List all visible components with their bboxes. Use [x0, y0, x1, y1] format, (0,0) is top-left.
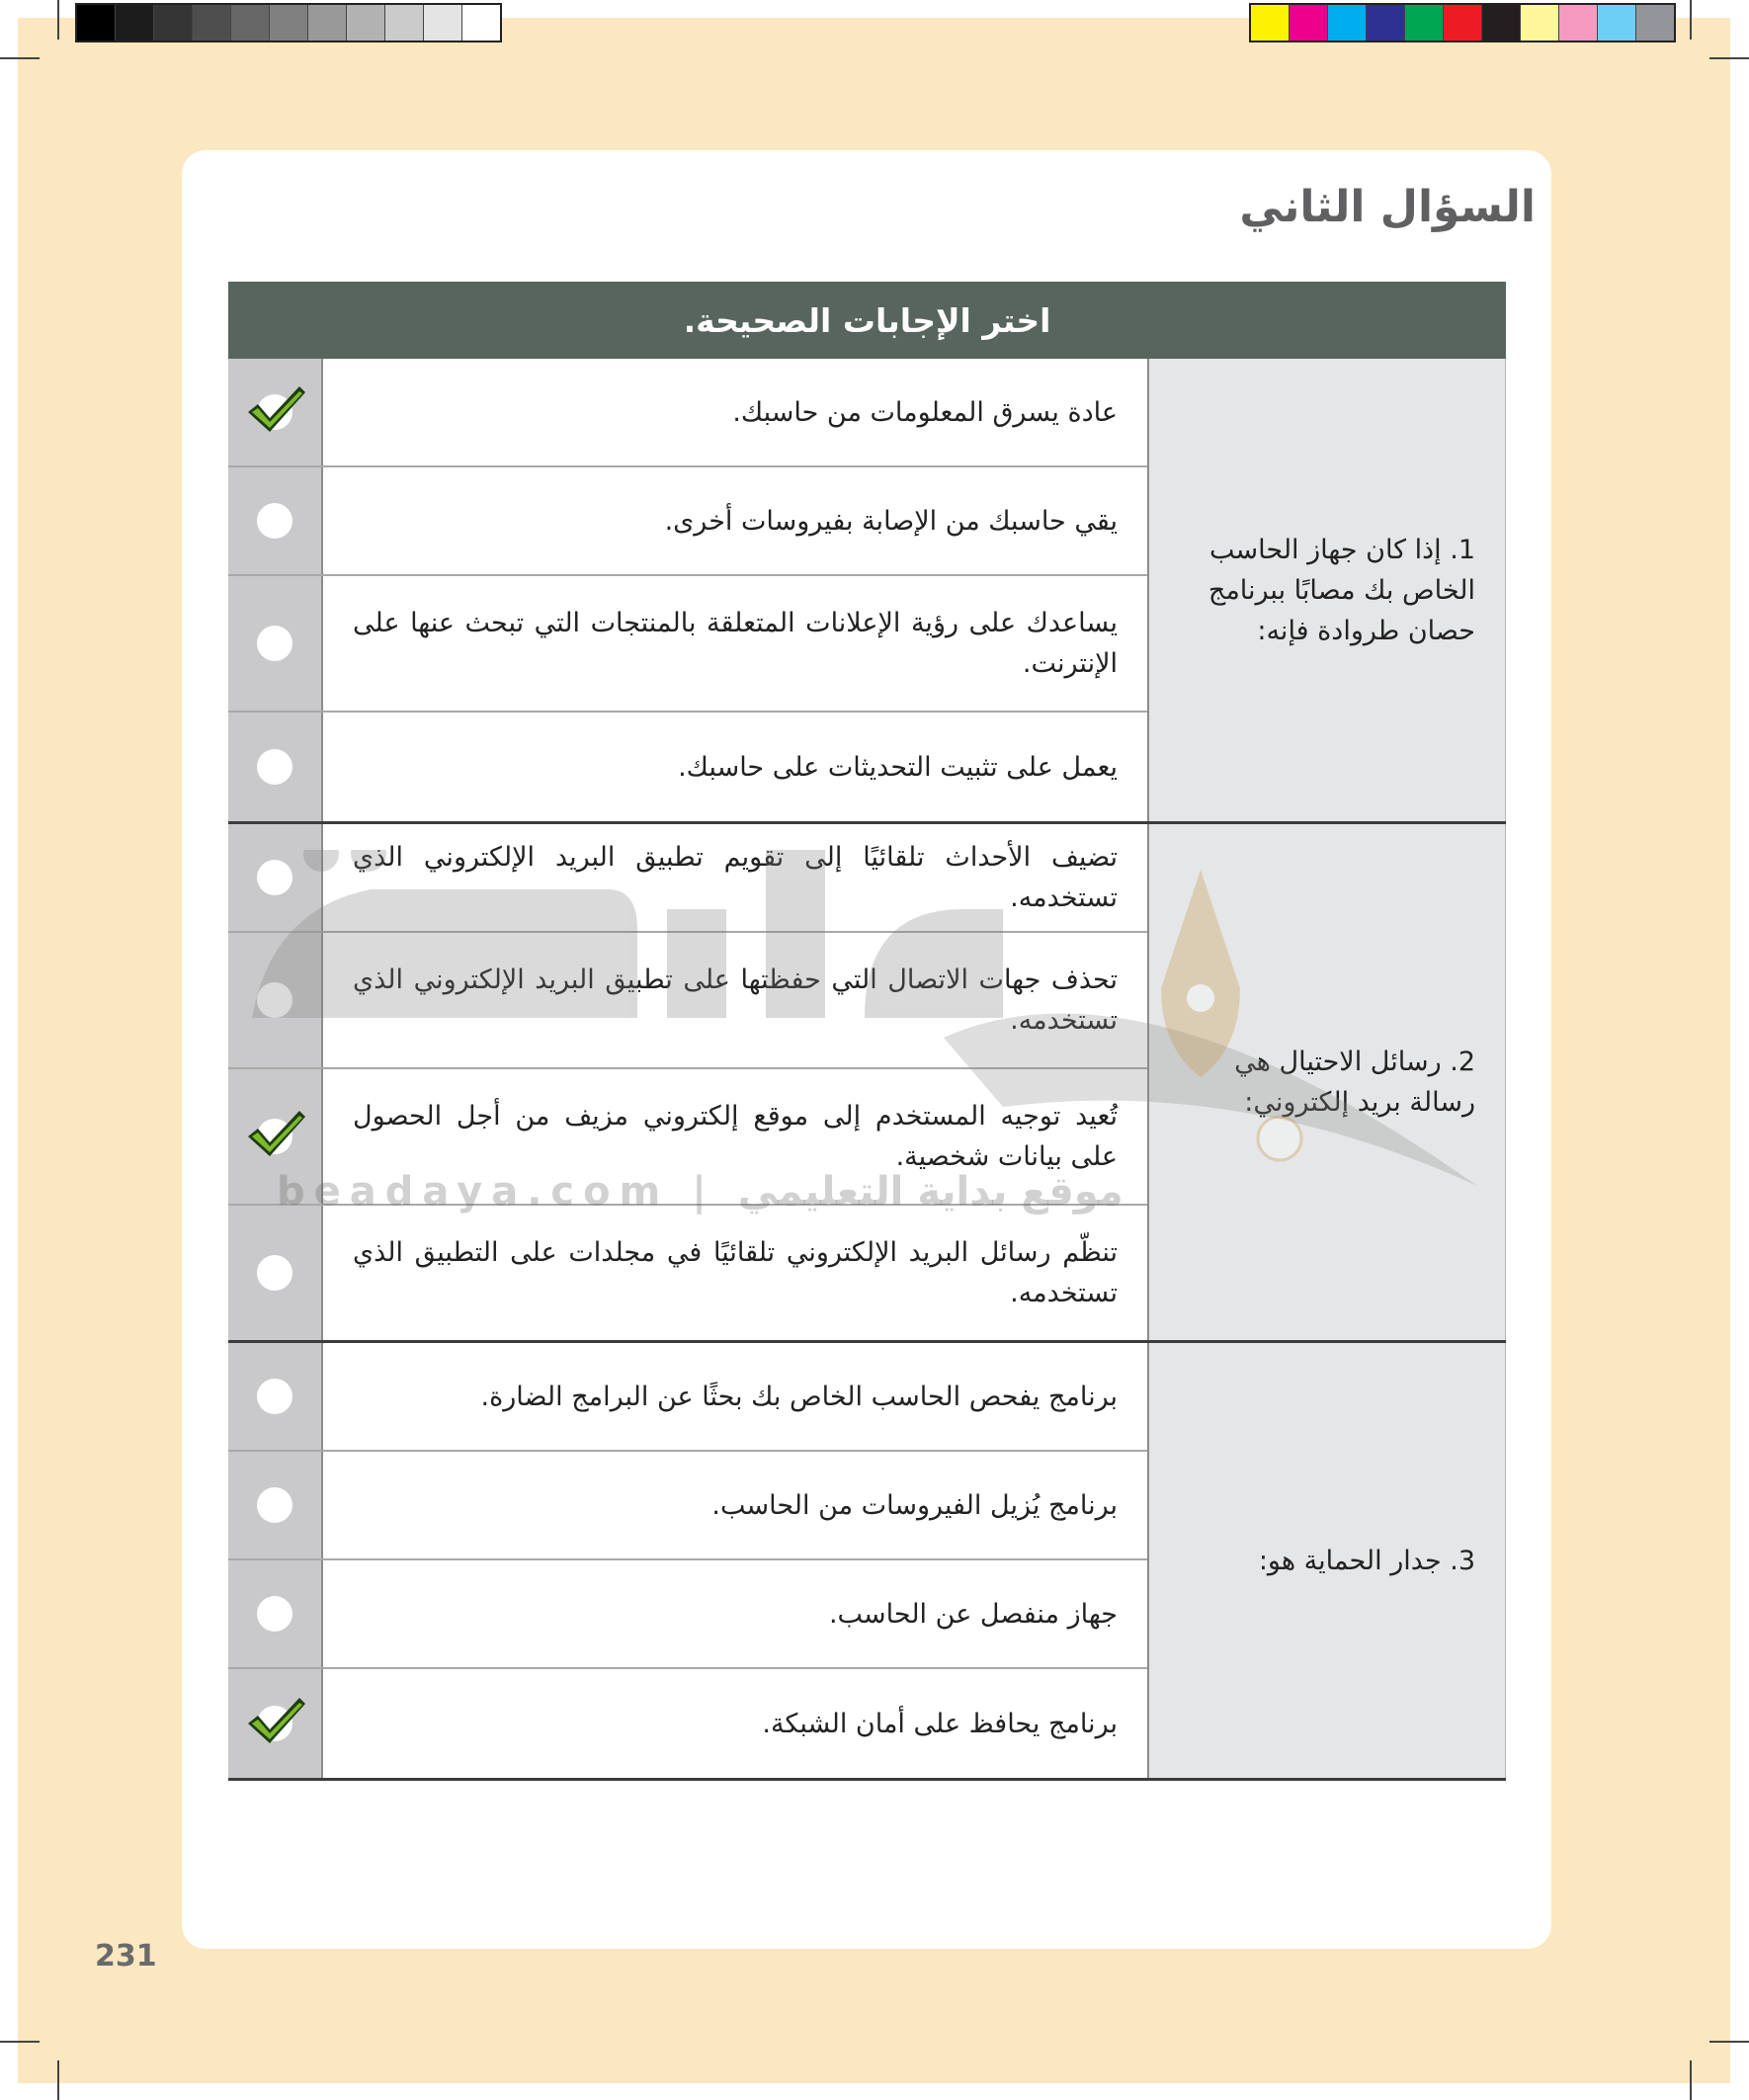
option-selector[interactable] [228, 933, 323, 1067]
question-text: 2. رسائل الاحتيال هي رسالة بريد إلكتروني: [1147, 824, 1506, 1340]
radio-circle [257, 1379, 292, 1414]
option-row [228, 933, 1147, 1069]
option-text: عادة يسرق المعلومات من حاسبك. [323, 359, 1147, 465]
color-swatch [1405, 5, 1444, 41]
options-list [228, 1343, 1147, 1778]
option-text: يساعدك على رؤية الإعلانات المتعلقة بالمنتجات التي تبحث عنها على الإنترنت. [323, 576, 1147, 711]
color-swatch [424, 5, 462, 41]
option-text: تضيف الأحداث تلقائيًا إلى تقويم تطبيق البريد الإلكتروني الذي تستخدمه. [323, 824, 1147, 931]
radio-circle [257, 749, 292, 785]
option-row [228, 467, 1147, 576]
option-text: تُعيد توجيه المستخدم إلى موقع إلكتروني مزيف من أجل الحصول على بيانات شخصية. [323, 1069, 1147, 1204]
option-row [228, 359, 1147, 467]
color-swatch [347, 5, 385, 41]
option-text: تحذف جهات الاتصال التي حفظتها على تطبيق البريد الإلكتروني الذي تستخدمه. [323, 933, 1147, 1067]
checkmark-icon [244, 382, 307, 438]
option-row [228, 1669, 1147, 1778]
color-swatch [1521, 5, 1559, 41]
quiz-table [228, 282, 1506, 1781]
option-text: جهاز منفصل عن الحاسب. [323, 1560, 1147, 1667]
crop-mark [0, 2041, 40, 2043]
color-swatch [1367, 5, 1405, 41]
option-selector[interactable] [228, 467, 323, 574]
checkmark-icon [244, 1107, 307, 1162]
color-swatch [77, 5, 116, 41]
option-text: يعمل على تثبيت التحديثات على حاسبك. [323, 713, 1147, 821]
crop-mark [57, 0, 59, 40]
color-swatch [1559, 5, 1598, 41]
crop-mark [1709, 57, 1749, 59]
color-calibration-strip [1249, 3, 1676, 42]
option-text: برنامج يُزيل الفيروسات من الحاسب. [323, 1452, 1147, 1558]
color-swatch [1444, 5, 1482, 41]
color-swatch [1251, 5, 1290, 41]
option-selector[interactable] [228, 713, 323, 821]
color-swatch [154, 5, 193, 41]
option-text: برنامج يفحص الحاسب الخاص بك بحثًا عن البرامج الضارة. [323, 1343, 1147, 1450]
options-list [228, 359, 1147, 821]
crop-mark [1690, 2060, 1692, 2100]
question-text: 3. جدار الحماية هو: [1147, 1343, 1506, 1778]
crop-mark [0, 57, 40, 59]
option-selector[interactable] [228, 1560, 323, 1667]
checkmark-icon [244, 1694, 307, 1749]
option-text: برنامج يحافظ على أمان الشبكة. [323, 1669, 1147, 1778]
color-swatch [1482, 5, 1521, 41]
option-text: تنظّم رسائل البريد الإلكتروني تلقائيًا في مجلدات على التطبيق الذي تستخدمه. [323, 1206, 1147, 1340]
color-swatch [1290, 5, 1328, 41]
crop-mark [1709, 2041, 1749, 2043]
watermark-text: beadaya.com | موقع بداية التعليمي [277, 1169, 1124, 1215]
option-text: يقي حاسبك من الإصابة بفيروسات أخرى. [323, 467, 1147, 574]
option-selector[interactable] [228, 1206, 323, 1340]
radio-circle [257, 860, 292, 895]
options-list [228, 824, 1147, 1340]
option-row [228, 576, 1147, 713]
radio-circle [257, 626, 292, 661]
color-swatch [1636, 5, 1674, 41]
option-selector[interactable] [228, 1343, 323, 1450]
question-block-2 [228, 824, 1506, 1343]
color-swatch [1328, 5, 1367, 41]
radio-circle [257, 503, 292, 539]
color-swatch [462, 5, 500, 41]
option-row [228, 1560, 1147, 1669]
option-selector[interactable] [228, 824, 323, 931]
radio-circle [257, 1596, 292, 1632]
option-row [228, 1206, 1147, 1340]
option-row [228, 1452, 1147, 1560]
page-title: السؤال الثاني [1239, 182, 1536, 232]
grayscale-calibration-strip [75, 3, 502, 42]
option-selector[interactable] [228, 1669, 323, 1778]
color-swatch [308, 5, 347, 41]
color-swatch [231, 5, 270, 41]
color-swatch [193, 5, 231, 41]
color-swatch [1598, 5, 1636, 41]
option-selector[interactable] [228, 576, 323, 711]
question-text: 1. إذا كان جهاز الحاسب الخاص بك مصابًا ببرنامج حصان طروادة فإنه: [1147, 359, 1506, 821]
color-swatch [270, 5, 308, 41]
radio-circle [257, 982, 292, 1018]
color-swatch [385, 5, 424, 41]
table-header: اختر الإجابات الصحيحة. [228, 282, 1506, 359]
option-row [228, 1343, 1147, 1452]
page-number: 231 [95, 1939, 157, 1974]
radio-circle [257, 1255, 292, 1291]
radio-circle [257, 1487, 292, 1523]
option-row [228, 713, 1147, 821]
option-row [228, 824, 1147, 933]
option-selector[interactable] [228, 359, 323, 465]
question-block-3 [228, 1343, 1506, 1781]
option-selector[interactable] [228, 1452, 323, 1558]
crop-mark [1690, 0, 1692, 40]
question-block-1 [228, 359, 1506, 824]
color-swatch [116, 5, 154, 41]
crop-mark [57, 2060, 59, 2100]
